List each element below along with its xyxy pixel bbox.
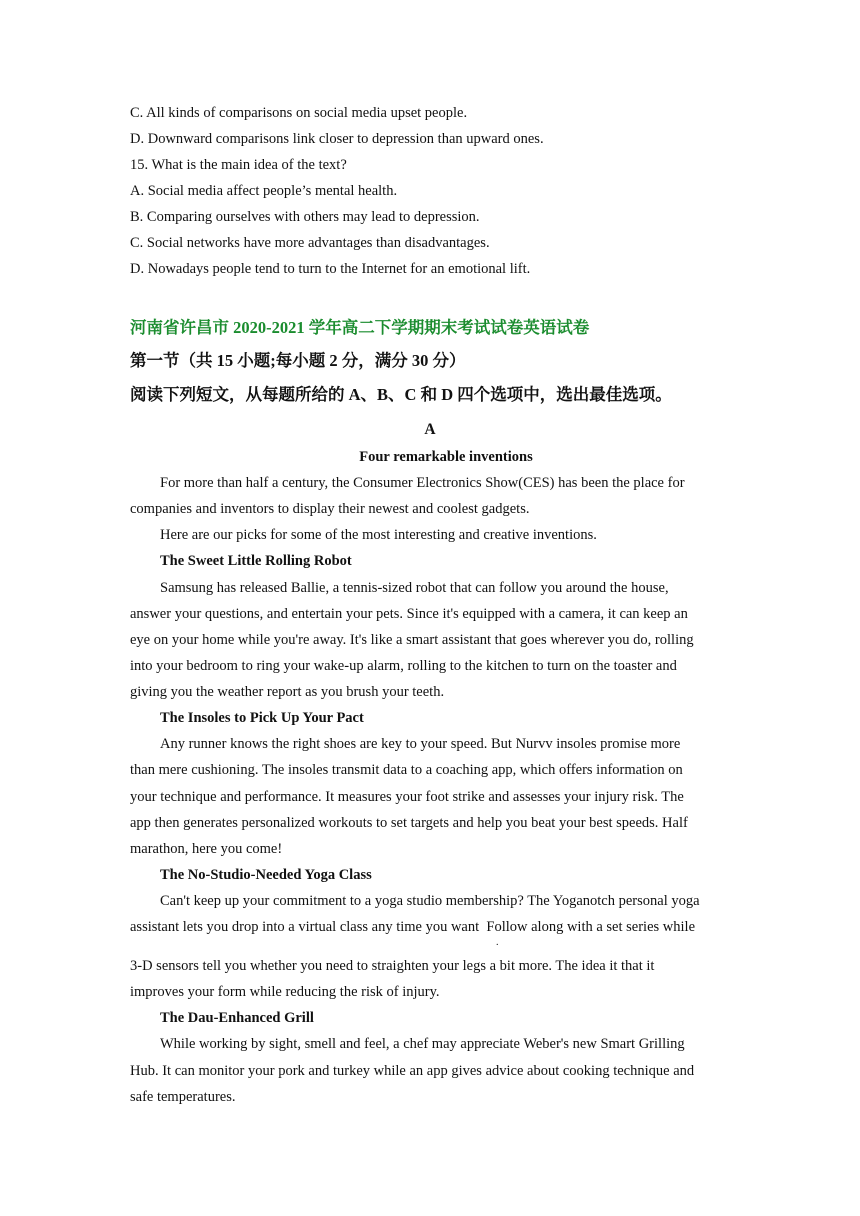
paragraph-line: than mere cushioning. The insoles transmit data to a coaching app, which offers information on [130, 762, 683, 778]
option-a-q15: A. Social media affect people’s mental health. [130, 183, 398, 199]
intro-line-3: Here are our picks for some of the most interesting and creative inventions. [160, 527, 597, 543]
option-b-q15: B. Comparing ourselves with others may lead to depression. [130, 209, 480, 225]
paragraph-line: assistant lets you drop into a virtual class any time you want Follow along with a set series while [130, 919, 696, 935]
paragraph-line: safe temperatures. [130, 1089, 236, 1105]
paragraph-line: improves your form while reducing the risk of injury. [130, 984, 440, 1000]
intro-line-2: companies and inventors to display their newest and coolest gadgets. [130, 501, 530, 517]
paragraph-line: answer your questions, and entertain your pets. Since it's equipped with a camera, it can keep an [130, 606, 688, 622]
paragraph-line: app then generates personalized workouts to set targets and help you beat your best speeds. Half [130, 815, 688, 831]
paragraph-line: While working by sight, smell and feel, a chef may appreciate Weber's new Smart Grilling [160, 1036, 685, 1052]
paragraph-line: into your bedroom to ring your wake-up alarm, rolling to the kitchen to turn on the toaster and [130, 658, 677, 674]
section-heading-insoles: The Insoles to Pick Up Your Pact [160, 710, 364, 726]
paragraph-line: Can't keep up your commitment to a yoga studio membership? The Yoganotch personal yoga [160, 893, 700, 909]
instructions: 阅读下列短文，从每题所给的 A、B、C 和 D 四个选项中，选出最佳选项。 [130, 385, 672, 404]
paragraph-line: 3-D sensors tell you whether you need to straighten your legs a bit more. The idea it that it [130, 958, 655, 974]
question-15: 15. What is the main idea of the text? [130, 157, 347, 173]
option-d-previous: D. Downward comparisons link closer to depression than upward ones. [130, 131, 544, 147]
paragraph-line: Samsung has released Ballie, a tennis-sized robot that can follow you around the house, [160, 580, 669, 596]
intro-line-1: For more than half a century, the Consumer Electronics Show(CES) has been the place for [160, 475, 685, 491]
section-heading-grill: The Dau-Enhanced Grill [160, 1010, 314, 1026]
paragraph-line: giving you the weather report as you brush your teeth. [130, 684, 445, 700]
paragraph-line: Any runner knows the right shoes are key to your speed. But Nurvv insoles promise more [160, 736, 681, 752]
option-c-previous: C. All kinds of comparisons on social media upset people. [130, 105, 468, 121]
exam-title: 河南省许昌市 2020-2021 学年高二下学期期末考试试卷英语试卷 [130, 318, 590, 337]
option-d-q15: D. Nowadays people tend to turn to the Internet for an emotional lift. [130, 261, 531, 277]
paragraph-line: Hub. It can monitor your pork and turkey while an app gives advice about cooking technique and [130, 1063, 695, 1079]
option-c-q15: C. Social networks have more advantages than disadvantages. [130, 235, 490, 251]
paragraph-line: eye on your home while you're away. It's like a smart assistant that goes wherever you do, rolling [130, 632, 694, 648]
paragraph-line: marathon, here you come! [130, 841, 283, 857]
stray-mark: . [496, 937, 499, 948]
section-heading-robot: The Sweet Little Rolling Robot [160, 553, 352, 569]
section-heading-yoga: The No-Studio-Needed Yoga Class [160, 867, 372, 883]
section-header: 第一节（共 15 小题;每小题 2 分，满分 30 分） [130, 351, 466, 370]
passage-title: Four remarkable inventions [359, 449, 533, 465]
paragraph-line: your technique and performance. It measures your foot strike and assesses your injury risk. The [130, 789, 684, 805]
passage-letter: A [424, 421, 436, 438]
